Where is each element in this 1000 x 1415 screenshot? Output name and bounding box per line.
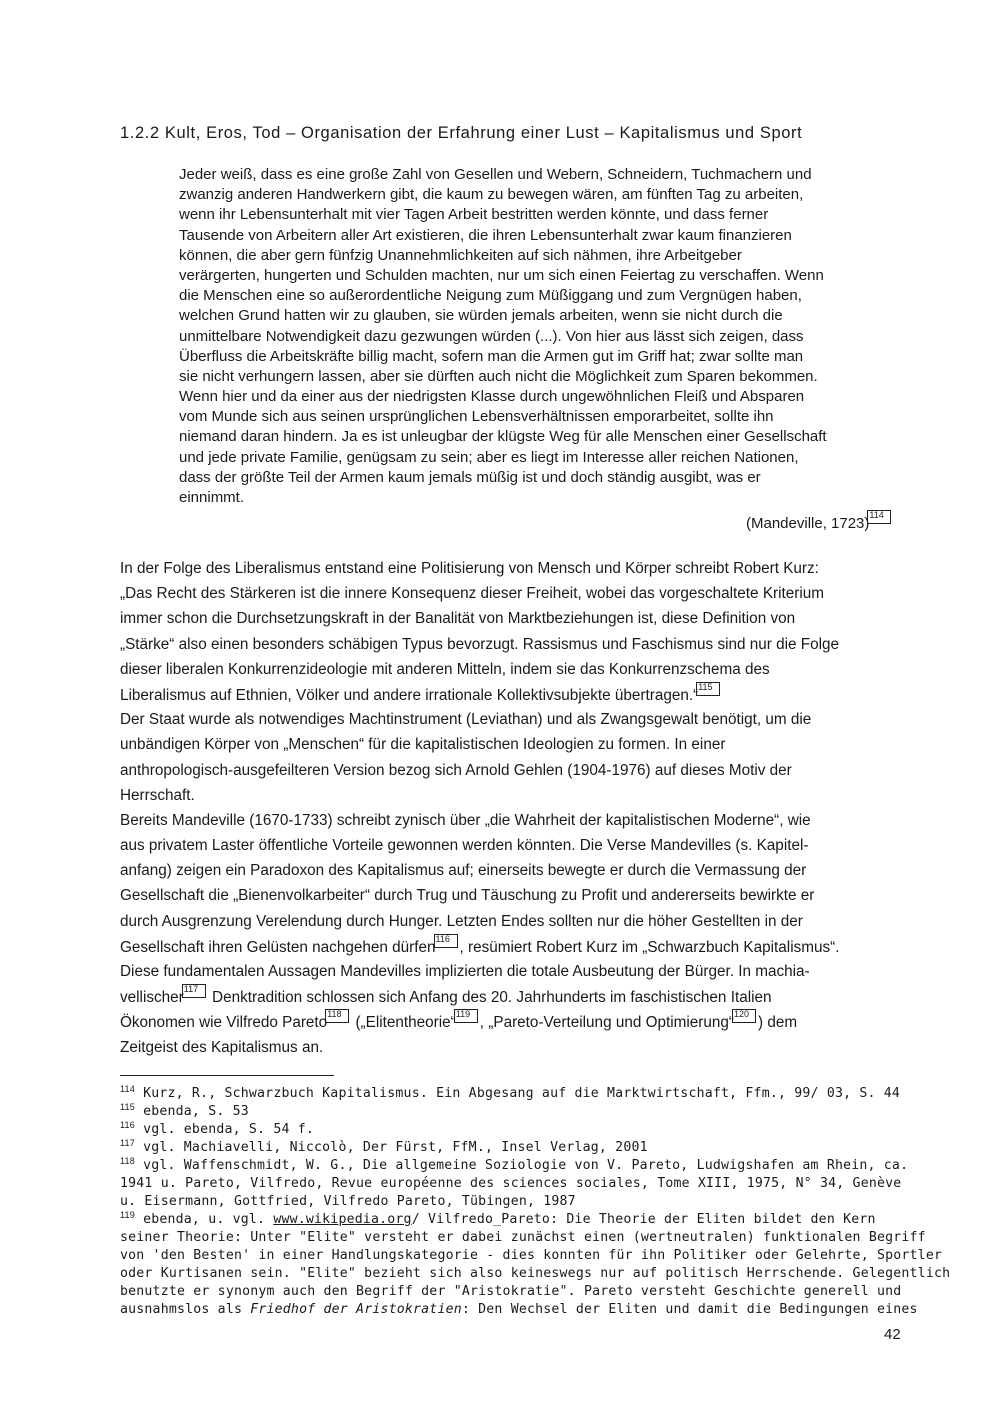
body-text-span: , „Pareto-Verteilung und Optimierung“	[479, 1014, 735, 1032]
block-quote	[179, 165, 907, 508]
citation-text: (Mandeville, 1723)	[746, 515, 870, 532]
quote-line: vom Munde sich aus seinen ursprünglichen Lebensverhältnissen emporarbeitet, sollte ihn	[179, 408, 774, 426]
footnote-119-cont: oder Kurtisanen sein. "Elite" bezieht sich also keineswegs nur auf politisch Herrschende. Gelegentlich	[120, 1266, 951, 1281]
body-text-span: vellischer	[120, 989, 184, 1007]
footnote-119-cont: ausnahmslos als Friedhof der Aristokratien: Den Wechsel der Eliten und damit die Bedingungen eines	[120, 1302, 918, 1317]
body-text-span: Denktradition schlossen sich Anfang des 20. Jahrhunderts im faschistischen Italien	[207, 989, 772, 1007]
emphasis: Friedhof der Aristokratien	[250, 1302, 462, 1317]
footnote-114: $^{114}$ Kurz, R., Schwarzbuch Kapitalismus. Ein Abgesang auf die Marktwirtschaft, Ffm., 99/ 03, S. 44	[120, 1084, 901, 1101]
body-text-span: , resümiert Robert Kurz im „Schwarzbuch Kapitalismus“.	[459, 938, 840, 956]
body-line: Diese fundamentalen Aussagen Mandevilles implizierten die totale Ausbeutung der Bürger. In machia-	[120, 963, 810, 980]
body-line	[120, 682, 900, 707]
quote-citation	[746, 510, 884, 532]
quote-line: und jede private Familie, genügsam zu sein; aber es liegt im Interesse aller reichen Nationen,	[179, 448, 799, 466]
footnote-118-cont: u. Eisermann, Gottfried, Vilfredo Pareto, Tübingen, 1987	[120, 1194, 576, 1209]
body-text-span: Ökonomen wie Vilfredo Pareto	[120, 1014, 328, 1032]
quote-line: Wenn hier und da einer aus der niedrigsten Klasse durch ungewöhnlichen Fleiß und Absparen	[179, 388, 805, 406]
body-text-span: ) dem	[758, 1014, 798, 1032]
body-line: unbändigen Körper von „Menschen“ für die kapitalistischen Ideologien zu formen. In einer	[120, 736, 726, 754]
footnote-117: $^{117}$ vgl. Machiavelli, Niccolò, Der Fürst, FfM., Insel Verlag, 2001	[120, 1138, 648, 1155]
footnote-marker-114[interactable]: 114	[867, 510, 891, 524]
body-line: „Stärke“ also einen besonders schäbigen Typus bevorzugt. Rassismus und Faschismus sind nur die Folge	[120, 635, 840, 653]
body-text	[120, 556, 900, 1060]
quote-line: Überfluss die Arbeitskräfte billig macht, sofern man die Armen gut im Griff hat; zwar sollte man	[179, 347, 804, 365]
body-line: anthropologisch-ausgefeilteren Version bezog sich Arnold Gehlen (1904-1976) auf dieses Motiv der	[120, 761, 792, 779]
footnotes	[120, 1084, 951, 1319]
footnote-marker-120[interactable]: 120	[732, 1009, 756, 1023]
quote-line: die Menschen eine so außerordentliche Neigung zum Müßiggang und zum Vergnügen haben,	[179, 287, 802, 305]
quote-line: unmittelbare Notwendigkeit dazu gezwungen würden (...). Von hier aus lässt sich zeigen, dass	[179, 327, 804, 345]
body-line: aus privatem Laster öffentliche Vorteile gewonnen werden könnten. Die Verse Mandevilles (s. Kapitel-	[120, 837, 809, 855]
footnote-118: $^{118}$ vgl. Waffenschmidt, W. G., Die allgemeine Soziologie von V. Pareto, Ludwigshafen am Rhein, ca.	[120, 1156, 909, 1173]
footnote-115: $^{115}$ ebenda, S. 53	[120, 1102, 249, 1119]
body-line: Herrschaft.	[120, 786, 195, 804]
footnote-119-cont: benutzte er synonym auch den Begriff der "Aristokratie". Pareto versteht Geschichte generell und	[120, 1284, 902, 1299]
quote-line: zwanzig anderen Handwerkern gibt, die kaum zu bewegen wären, am fünften Tag zu arbeiten,	[179, 186, 804, 204]
body-line: Zeitgeist des Kapitalismus an.	[120, 1038, 324, 1056]
body-line	[120, 984, 900, 1009]
quote-line: wenn ihr Lebensunterhalt mit vier Tagen Arbeit bestritten werden könnte, und dass ferner	[179, 206, 769, 224]
quote-line: sie nicht verhungern lassen, aber sie dürften auch nicht die Möglichkeit zum Sparen bekommen.	[179, 367, 818, 385]
page-number: 42	[884, 1326, 901, 1343]
body-line: In der Folge des Liberalismus entstand eine Politisierung von Mensch und Körper schreibt Robert Kurz:	[120, 560, 819, 577]
footnote-marker-116[interactable]: 116	[434, 934, 458, 948]
body-line: anfang) zeigen ein Paradoxon des Kapitalismus auf; einerseits bewegte er durch die Vermassung der	[120, 862, 807, 880]
body-line: immer schon die Durchsetzungskraft in der Banalität von Marktbeziehungen ist, diese Definition von	[120, 610, 796, 628]
footnote-marker-119[interactable]: 119	[454, 1009, 478, 1023]
footnote-116: $^{116}$ vgl. ebenda, S. 54 f.	[120, 1120, 315, 1137]
wikipedia-link[interactable]: www.wikipedia.org	[273, 1212, 412, 1227]
body-line: „Das Recht des Stärkeren ist die innere Konsequenz dieser Freiheit, wobei das vorgeschaltete Kriterium	[120, 585, 825, 603]
body-line: durch Ausgrenzung Verelendung durch Hunger. Letzten Endes sollten nur die höher Gestellten in der	[120, 912, 803, 930]
body-line	[120, 934, 900, 959]
body-line: Gesellschaft die „Bienenvolkarbeiter“ durch Trug und Täuschung zu Profit und andererseits bewirkte er	[120, 887, 815, 905]
footnote-119-cont: seiner Theorie: Unter "Elite" versteht er dabei zunächst einen (wertneutralen) funktionalen Begriff	[120, 1230, 926, 1245]
quote-line: können, die aber gern fünfzig Unannehmlichkeiten auf sich nähmen, ihre Arbeitgeber	[179, 246, 742, 264]
body-line	[120, 1009, 900, 1034]
quote-line: einnimmt.	[179, 489, 245, 506]
footnote-119: $^{119}$ ebenda, u. vgl. www.wikipedia.org/ Vilfredo_Pareto: Die Theorie der Eliten bildet den Kern	[120, 1210, 876, 1227]
footnote-118-cont: 1941 u. Pareto, Vilfredo, Revue européenne des sciences sociales, Tome XIII, 1975, N° 34, Genève	[120, 1176, 902, 1191]
footnote-marker-117[interactable]: 117	[182, 984, 206, 998]
body-line: Bereits Mandeville (1670-1733) schreibt zynisch über „die Wahrheit der kapitalistischen Moderne“, wie	[120, 811, 811, 829]
quote-line: dass der größte Teil der Armen kaum jemals müßig ist und doch ständig ausgibt, was er	[179, 468, 761, 486]
section-heading: 1.2.2 Kult, Eros, Tod – Organisation der Erfahrung einer Lust – Kapitalismus und Sport	[120, 124, 803, 142]
body-text-span: Liberalismus auf Ethnien, Völker und andere irrationale Kollektivsubjekte übertragen.“	[120, 686, 699, 704]
footnote-separator	[120, 1075, 334, 1076]
body-line: Der Staat wurde als notwendiges Machtinstrument (Leviathan) und als Zwangsgewalt benötigt, um die	[120, 711, 812, 729]
quote-line: Jeder weiß, dass es eine große Zahl von Gesellen und Webern, Schneidern, Tuchmachern und	[179, 166, 812, 183]
footnote-marker-118[interactable]: 118	[325, 1009, 349, 1023]
quote-line: verärgerten, hungerten und Schulden machten, nur um sich einen Feiertag zu verschaffen. Wenn	[179, 266, 824, 284]
footnote-marker-115[interactable]: 115	[696, 682, 720, 696]
quote-line: niemand daran hindern. Ja es ist unleugbar der klügste Weg für alle Menschen einer Gesellschaft	[179, 428, 827, 446]
footnote-119-cont: von 'den Besten' in einer Handlungskategorie - dies konnten für ihn Politiker oder Gelehrte, Sportler	[120, 1248, 943, 1263]
body-text-span: („Elitentheorie“	[351, 1014, 456, 1032]
body-line: dieser liberalen Konkurrenzideologie mit anderen Mitteln, indem sie das Konkurrenzschema des	[120, 660, 770, 678]
quote-line: welchen Grund hatten wir zu glauben, sie würden jemals arbeiten, wenn sie nicht durch die	[179, 307, 783, 325]
quote-line: Tausende von Arbeitern aller Art existieren, die ihren Lebensunterhalt zwar kaum finanzieren	[179, 226, 792, 244]
body-text-span: Gesellschaft ihren Gelüsten nachgehen dürfen	[120, 938, 436, 956]
